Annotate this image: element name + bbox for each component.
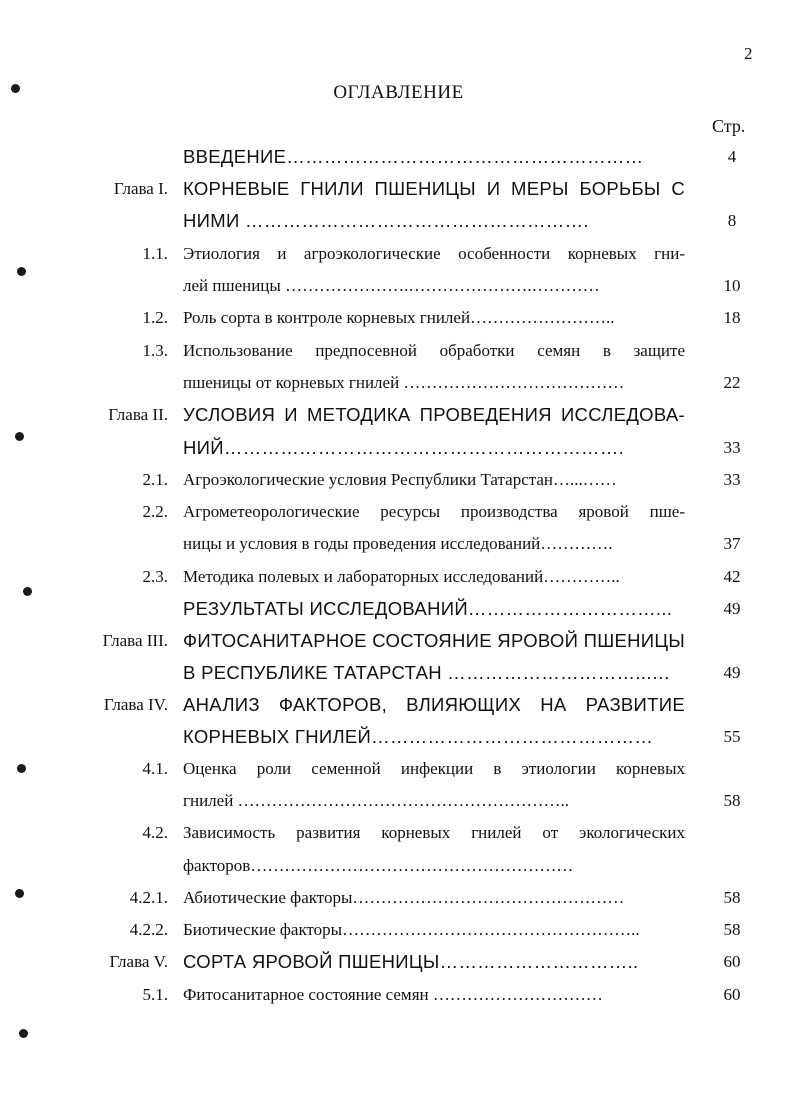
toc-page-number: 49 [723,599,741,618]
toc-page-number: 8 [727,211,737,230]
toc-number: 2.2. [142,502,168,521]
toc-page-number: 55 [723,727,741,746]
binder-hole [17,267,26,276]
toc-page-number: 58 [723,791,741,810]
page-number: 2 [744,44,753,63]
toc-page-number: 10 [723,276,741,295]
toc-page-number: 58 [723,920,741,939]
toc-entry: Этиология и агроэкологические особенности корневых гни- [183,244,685,263]
toc-number: Глава V. [109,952,168,971]
toc-number: 4.1. [142,759,168,778]
toc-entry: Зависимость развития корневых гнилей от экологических [183,823,685,842]
toc-page-number: 58 [723,888,741,907]
toc-number: 1.3. [142,341,168,360]
toc-entry: АНАЛИЗ ФАКТОРОВ, ВЛИЯЮЩИХ НА РАЗВИТИЕ [183,694,685,715]
binder-hole [19,1029,28,1038]
toc-page-number: 37 [723,534,741,553]
binder-hole [11,84,20,93]
toc-page-number: 49 [723,663,741,682]
toc-entry: Оценка роли семенной инфекции в этиологии корневых [183,759,685,778]
toc-entry: Роль сорта в контроле корневых гнилей…………………….. [183,308,615,327]
toc-entry: лей пшеницы ………………….………………….………… [183,276,600,295]
toc-number: 2.1. [142,470,168,489]
toc-entry: ницы и условия в годы проведения исследований…………. [183,534,613,553]
toc-number: 2.3. [142,567,168,586]
binder-hole [17,764,26,773]
binder-hole [15,432,24,441]
toc-entry: Агрометеорологические ресурсы производства яровой пше- [183,502,685,521]
toc-entry: НИЙ………………………………………………………. [183,437,625,458]
toc-entry: УСЛОВИЯ И МЕТОДИКА ПРОВЕДЕНИЯ ИССЛЕДОВА- [183,404,685,425]
toc-entry: Методика полевых и лабораторных исследований………….. [183,567,620,586]
toc-entry: ФИТОСАНИТАРНОЕ СОСТОЯНИЕ ЯРОВОЙ ПШЕНИЦЫ [183,630,686,651]
toc-number: 1.1. [142,244,168,263]
toc-number: Глава III. [102,631,168,650]
page-title: ОГЛАВЛЕНИЕ [333,82,464,103]
toc-entry: КОРНЕВЫХ ГНИЛЕЙ……………………………………… [183,726,654,747]
toc-page-number: 4 [727,147,737,166]
toc-page-number: 33 [723,438,741,457]
toc-entry: В РЕСПУБЛИКЕ ТАТАРСТАН …………………………...… [183,662,671,683]
toc-page-number: 18 [723,308,741,327]
toc-number: 4.2.2. [129,920,168,939]
toc-entry: пшеницы от корневых гнилей ………………………………… [183,373,625,392]
binder-hole [23,587,32,596]
toc-entry: Фитосанитарное состояние семян ………………………… [183,985,603,1004]
toc-page-number: 22 [723,373,741,392]
toc-number: Глава I. [113,179,168,198]
toc-page-number: 42 [723,567,741,586]
toc-entry: гнилей ………………………………………………….. [183,791,570,810]
toc-number: Глава IV. [103,695,168,714]
page-column-header: Стр. [712,116,746,136]
toc-entry: Использование предпосевной обработки семян в защите [183,341,685,360]
toc-entry: НИМИ ………………………………………………. [183,210,589,231]
toc-number: 4.2. [142,823,168,842]
toc-page-number: 60 [723,985,741,1004]
toc-page-number: 60 [723,952,741,971]
toc-number: Глава II. [108,405,168,424]
toc-entry: Агроэкологические условия Республики Татарстан…...…… [183,470,617,489]
toc-number: 5.1. [142,985,168,1004]
toc-entry: факторов………………………………………………… [183,856,574,875]
toc-entry: РЕЗУЛЬТАТЫ ИССЛЕДОВАНИЙ…………………………... [183,598,673,619]
toc-entry: СОРТА ЯРОВОЙ ПШЕНИЦЫ………………………….. [183,951,639,972]
toc-entry: Биотические факторы…………………………………………….. [183,920,640,939]
binder-hole [15,889,24,898]
toc-entry: ВВЕДЕНИЕ………………………………………………… [183,146,644,167]
toc-entry: Абиотические факторы………………………………………… [183,888,625,907]
toc-number: 4.2.1. [129,888,168,907]
toc-page-number: 33 [723,470,741,489]
toc-number: 1.2. [142,308,168,327]
toc-entry: КОРНЕВЫЕ ГНИЛИ ПШЕНИЦЫ И МЕРЫ БОРЬБЫ С [183,178,685,199]
